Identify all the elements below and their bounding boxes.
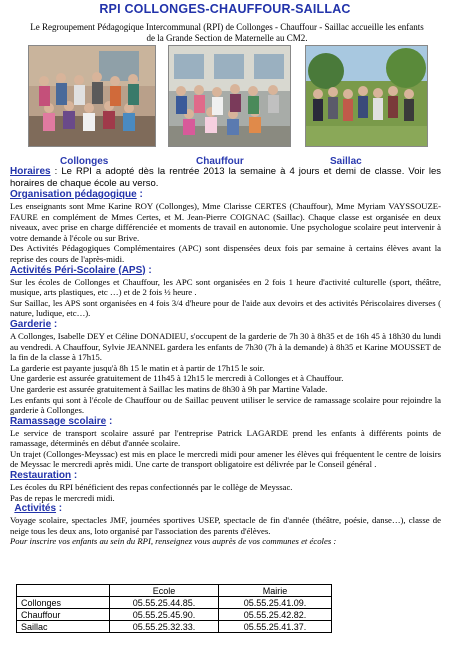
table-header bbox=[17, 585, 110, 597]
restauration-text-2: Pas de repas le mercredi midi. bbox=[10, 492, 115, 503]
horaires-heading: Horaires bbox=[10, 166, 51, 177]
table-row bbox=[17, 609, 332, 621]
ramassage-text-2: Un trajet (Collonges-Meyssac) est mis en place le mercredi midi pour amener les élèves qui fréquentent le centre de loisirs de Meyssac le mercredi après midi. Une carte de transport obligatoire est délivrée par le Conseil général . bbox=[10, 448, 441, 470]
activites-text-1: Voyage scolaire, spectacles JMF, journées sportives USEP, spectacle de fin d'année (théâtre, poésie, danse…), classe de neige tous les deux ans, loto organisé par l'association des parents d'élèves. bbox=[10, 515, 441, 536]
page-title: RPI COLLONGES-CHAUFFOUR-SAILLAC bbox=[99, 2, 351, 16]
activites-heading: Activités bbox=[14, 503, 57, 515]
table-header: Mairie bbox=[219, 585, 332, 597]
table-cell: 05.55.25.41.09. bbox=[219, 597, 332, 609]
caption-collonges: Collonges bbox=[60, 156, 109, 167]
garderie-heading: Garderie bbox=[10, 318, 52, 330]
table-header: Ecole bbox=[110, 585, 219, 597]
garderie-text-2: La garderie est payante jusqu'à 8h 15 le matin et à partir de 17h15 le soir. bbox=[10, 362, 265, 373]
ramassage-heading: Ramassage scolaire bbox=[10, 415, 107, 427]
organisation-heading: Organisation pédagogique bbox=[10, 189, 137, 200]
table-row bbox=[17, 597, 332, 609]
photo-collonges bbox=[28, 45, 156, 147]
table-cell: Collonges bbox=[17, 597, 110, 609]
garderie-text-4: Une garderie est assurée gratuitement à Saillac les matins de 8h30 à 9h par Martine Valade. bbox=[10, 383, 328, 394]
horaires-section bbox=[10, 166, 441, 189]
aps-text-1: Sur les écoles de Collonges et Chauffour, les APC sont organisées en 2 fois 1 heure d'activité culturelle (sport, théâtre, musique, arts plastiques, etc …) et de 2 fois ½ heure . bbox=[10, 276, 441, 298]
photo-chauffour bbox=[168, 45, 291, 147]
intro-text: Le Regroupement Pédagogique Intercommunal (RPI) de Collonges - Chauffour - Saillac accueille les enfants de la Grande Section de Maternelle au CM2. bbox=[30, 22, 424, 43]
garderie-text-3: Une garderie est assurée gratuitement de 11h45 à 12h15 le mercredi à Collonges et à Chauffour. bbox=[10, 373, 344, 384]
ramassage-text-1: Le service de transport scolaire assuré par l'entreprise Patrick LAGARDE prend les enfants à différents points de ramassage, déterminés en début d'année scolaire. bbox=[10, 427, 441, 449]
table-cell: 05.55.25.41.37. bbox=[219, 621, 332, 633]
restauration-text-1: Les écoles du RPI bénéficient des repas confectionnés par le collège de Meyssac. bbox=[10, 482, 293, 493]
organisation-text-1: Les enseignants sont Mme Karine ROY (Collonges), Mme Clarisse CERTES (Chauffour), Mme Myriam VAYSSOUZE-FAURE en complément de Mmes Certes, et M. Jean-Pierre COIGNAC (Saillac). Chaque classe est organisée en deux niveaux, avec prise en charge différenciée et moments de travail en autonomie. Une psychologue scolaire peut intervenir à votre demande à l'école ou sur Brive. bbox=[10, 201, 441, 243]
contact-table bbox=[16, 584, 332, 633]
garderie-text-5: Les enfants qui sont à l'école de Chauffour ou de Saillac peuvent utiliser le service de ramassage scolaire pour rejoindre la garderie à Collonges. bbox=[10, 394, 441, 416]
inscription-text: Pour inscrire vos enfants au sein du RPI, renseignez vous auprès de vos communes et écoles : bbox=[10, 536, 337, 547]
table-cell: 05.55.25.44.85. bbox=[110, 597, 219, 609]
garderie-text-1: A Collonges, Isabelle DEY et Céline DONADIEU, s'occupent de la garderie de 7h 30 à 8h35 et de 16h 45 à 18h30 du lundi au vendredi. A Chauffour, Sylvie JEANNEL gardera les enfants de 7h30 (7h à la demande) à 8h35 et Karine MOUSSET de la fin de la classe à 17h15. bbox=[10, 330, 441, 363]
table-cell: 05.55.25.45.90. bbox=[110, 609, 219, 621]
aps-heading: Activités Péri-Scolaire (APS) bbox=[10, 264, 146, 276]
caption-chauffour: Chauffour bbox=[196, 156, 244, 167]
table-cell: 05.55.25.32.33. bbox=[110, 621, 219, 633]
table-cell: 05.55.25.42.82. bbox=[219, 609, 332, 621]
caption-saillac: Saillac bbox=[330, 156, 362, 167]
organisation-text-2: Des Activités Pédagogiques Complémentaires (APC) sont dispensées deux fois par semaine à certains élèves avant la reprise des cours de l'après-midi. bbox=[10, 243, 441, 264]
main-content: Horaires : Le RPI a adopté dès la rentrée 2013 la semaine à 4 jours et demi de classe. Voir les horaires de chaque école au verso. Organisation pédagogique : Les enseignants sont Mme Karine ROY (Collonges), Mme Clarisse CERTES (Chauffour), Mme Myriam VAYSSOUZE-FAURE en complément de Mmes Certes, et M. Jean-Pierre COIGNAC (Saillac). Chaque classe est organisée en deux niveaux, avec prise en charge différenciée et moments de travail en autonomie. Une psychologue scolaire peut intervenir à votre demande à l'école ou sur Brive. Des Activités Pédagogiques Complémentaires (APC) sont dispensées deux fois par semaine à certains élèves avant la reprise des cours de l'après-midi. Activités Péri-Scolaire (APS) : Sur les écoles de Collonges et Chauffour, les APC sont organisées en 2 fois 1 heure d'activité culturelle (sport, théâtre, musique, arts plastiques, etc …) et de 2 fois ½ heure . Sur Saillac, les APS sont organisées en 4 fois 3/4 d'heure pour de l'aide aux devoirs et des activités Périscolaires diverses ( nature, ludique, etc…). Garderie : A Collonges, Isabelle DEY et Céline DONADIEU, s'occupent de la garderie de 7h 30 à 8h35 et de 16h 45 à 18h30 du lundi au vendredi. A Chauffour, Sylvie JEANNEL gardera les enfants de 7h30 (7h à la demande) à 8h35 et Karine MOUSSET de la fin de la classe à 17h15. La garderie est payante jusqu'à 8h 15 le matin et à partir de 17h15 le soir. Une garderie est assurée gratuitement de 11h45 à 12h15 le mercredi à Collonges et à Chauffour. Une garderie est assurée gratuitement à Saillac les matins de 8h30 à 9h par Martine Valade. Les enfants qui sont à l'école de Chauffour ou de Saillac peuvent utiliser le service de ramassage scolaire pour rejoindre la garderie à Collonges. Ramassage scolaire : Le service de transport scolaire assuré par l'entreprise Patrick LAGARDE prend les enfants à différents points de ramassage, déterminés en début d'année scolaire. Un trajet (Collonges-Meyssac) est mis en place le mercredi midi pour amener les élèves qui fréquentent le centre de loisirs de Meyssac le mercredi après midi. Une carte de transport obligatoire est délivrée par le Conseil général . Restauration : Les écoles du RPI bénéficient des repas confectionnés par le collège de Meyssac. Pas de repas le mercredi midi. Activités : Voyage scolaire, spectacles JMF, journées sportives USEP, spectacle de fin d'année (théâtre, poésie, danse…), classe de neige tous les deux ans, loto organisé par l'association des parents d'élèves. Pour inscrire vos enfants au sein du RPI, renseignez vous auprès de vos communes et écoles : bbox=[10, 166, 441, 547]
horaires-text: : Le RPI a adopté dès la rentrée 2013 la semaine à 4 jours et demi de classe. Voir les horaires de chaque école au verso. bbox=[10, 166, 441, 189]
aps-text-2: Sur Saillac, les APS sont organisées en 4 fois 3/4 d'heure pour de l'aide aux devoirs et des activités Périscolaires diverses ( nature, ludique, etc…). bbox=[10, 297, 441, 319]
table-cell: Saillac bbox=[17, 621, 110, 633]
table-row bbox=[17, 621, 332, 633]
table-header-row bbox=[17, 585, 332, 597]
photo-saillac bbox=[305, 45, 428, 147]
restauration-heading: Restauration bbox=[10, 470, 72, 482]
table-cell: Chauffour bbox=[17, 609, 110, 621]
